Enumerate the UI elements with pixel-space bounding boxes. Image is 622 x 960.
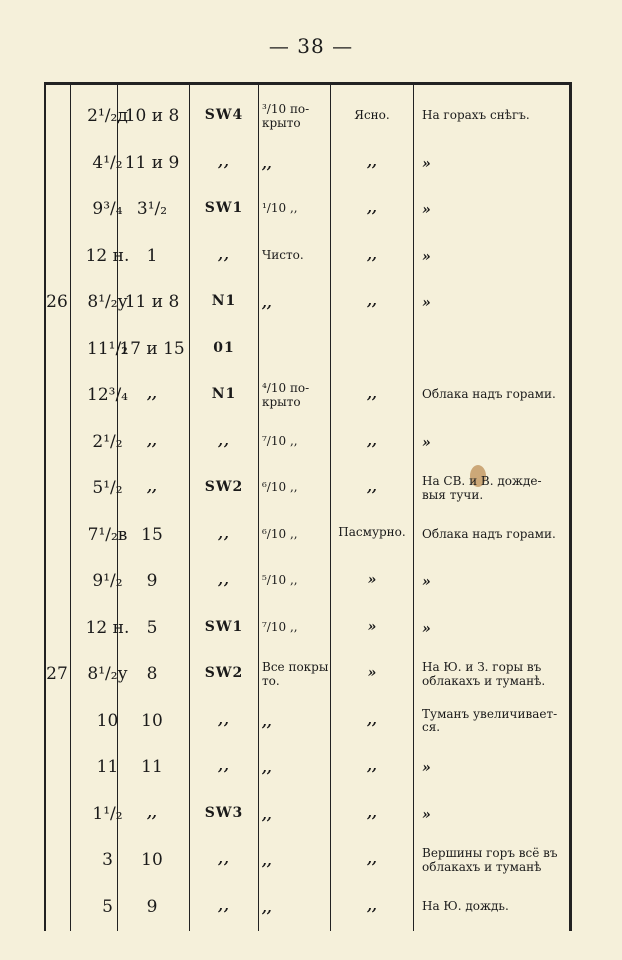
weather-cell: ,, xyxy=(367,293,377,309)
wind-cell: SW1 xyxy=(204,618,244,635)
cloudiness-cell: ,, xyxy=(262,853,272,869)
cloudiness-cell: ,, xyxy=(262,295,272,311)
day-cell: 27 xyxy=(46,664,68,684)
time-cell: 2¹/₂д xyxy=(87,106,128,126)
temperature-cell: 11 xyxy=(141,757,163,777)
weather-cell: ,, xyxy=(367,200,377,216)
page-number: — 38 — xyxy=(268,34,354,58)
weather-cell: ,, xyxy=(367,851,377,867)
time-cell: 8¹/₂у xyxy=(87,664,128,684)
wind-cell: SW2 xyxy=(204,479,244,495)
wind-cell: N1 xyxy=(211,293,237,309)
time-cell: 3 xyxy=(102,850,113,870)
cloudiness-cell: ,, xyxy=(262,899,272,916)
weather-cell: » xyxy=(367,665,377,681)
time-cell: 5¹/₂ xyxy=(92,478,123,498)
temperature-cell: ,, xyxy=(147,386,157,402)
cloudiness-cell: Все покры то. xyxy=(262,660,329,688)
cloudiness-cell: ⁵/10 ,, xyxy=(262,573,298,587)
weather-cell: » xyxy=(367,618,377,635)
wind-cell: N1 xyxy=(211,386,237,402)
wind-cell: ,, xyxy=(218,525,230,542)
temperature-cell: 8 xyxy=(146,664,158,684)
temperature-cell: ,, xyxy=(147,432,157,449)
cloudiness-cell: ⁷/10 ,, xyxy=(262,433,298,448)
time-cell: 10 xyxy=(96,710,119,731)
weather-cell: ,, xyxy=(367,153,377,170)
wind-cell: ,, xyxy=(218,246,230,263)
cloudiness-cell: ,, xyxy=(262,713,272,730)
cloudiness-cell: ⁷/10 ,, xyxy=(262,619,298,634)
time-cell: 9³/₄ xyxy=(92,199,123,219)
temperature-cell: 9 xyxy=(146,896,158,917)
temperature-cell: 10 xyxy=(141,850,163,870)
day-cell: 26 xyxy=(46,292,68,312)
wind-cell: SW3 xyxy=(204,804,244,821)
temperature-cell: 11 и 9 xyxy=(124,152,180,173)
remark-cell: » xyxy=(422,202,431,218)
wind-cell: ,, xyxy=(218,897,230,914)
wind-cell: ,, xyxy=(218,851,230,867)
weather-cell: ,, xyxy=(367,804,377,821)
remark-cell: » xyxy=(422,806,431,823)
time-cell: 12 н. xyxy=(85,245,130,266)
remark-cell: » xyxy=(422,248,431,265)
weather-cell: ,, xyxy=(367,432,377,449)
remark-cell: » xyxy=(422,295,431,311)
column-divider xyxy=(44,85,46,931)
remark-cell: » xyxy=(422,574,431,590)
wind-cell: SW4 xyxy=(204,107,244,123)
cloudiness-cell: ⁴/10 по- крыто xyxy=(262,381,310,409)
time-cell: 9¹/₂ xyxy=(92,571,123,591)
temperature-cell: 9 xyxy=(146,571,158,591)
time-cell: 12³/₄ xyxy=(87,385,128,405)
remark-cell: » xyxy=(422,434,431,451)
cloudiness-cell: Чисто. xyxy=(262,247,304,262)
remark-cell: На горахъ снѣгъ. xyxy=(422,108,530,122)
remark-cell: Вершины горъ всё въ облакахъ и туманѣ xyxy=(422,846,558,874)
time-cell: 12 н. xyxy=(85,617,130,638)
time-cell: 7¹/₂в xyxy=(87,524,128,545)
remark-cell: На Ю. и З. горы въ облакахъ и туманѣ. xyxy=(422,660,546,688)
cloudiness-cell: ³/10 по- крыто xyxy=(262,102,310,130)
remark-cell: На СВ. и В. дожде- выя тучи. xyxy=(422,474,542,502)
time-cell: 1¹/₂ xyxy=(92,803,123,824)
remark-cell: Туманъ увеличивает- ся. xyxy=(422,706,558,735)
wind-cell: ,, xyxy=(218,758,230,774)
wind-cell: 01 xyxy=(213,339,235,356)
temperature-cell: ,, xyxy=(147,479,157,495)
remark-cell: Облака надъ горами. xyxy=(422,387,556,401)
wind-cell: ,, xyxy=(218,711,230,728)
wind-cell: ,, xyxy=(218,153,230,170)
wind-cell: SW1 xyxy=(204,200,244,216)
weather-table xyxy=(44,82,572,931)
weather-cell: » xyxy=(367,572,377,588)
cloudiness-cell: ⁶/10 ,, xyxy=(262,480,298,494)
weather-cell: ,, xyxy=(367,758,377,774)
cloudiness-cell: ⁶/10 ,, xyxy=(262,526,298,541)
temperature-cell: 10 и 8 xyxy=(124,106,180,126)
wind-cell: ,, xyxy=(218,432,230,449)
cloudiness-cell: ,, xyxy=(262,155,272,172)
remark-cell: Облака надъ горами. xyxy=(422,526,556,541)
weather-cell: Ясно. xyxy=(354,108,390,122)
weather-cell: ,, xyxy=(367,897,377,914)
time-cell: 2¹/₂ xyxy=(92,431,123,452)
weather-cell: ,, xyxy=(367,386,377,402)
temperature-cell: 15 xyxy=(141,524,163,545)
remark-cell: » xyxy=(422,760,431,776)
temperature-cell: 1 xyxy=(146,245,158,266)
remark-cell: На Ю. дождь. xyxy=(422,898,509,913)
time-cell: 4¹/₂ xyxy=(92,152,123,173)
time-cell: 8¹/₂у xyxy=(87,292,128,312)
temperature-cell: 10 xyxy=(141,710,163,731)
temperature-cell: 5 xyxy=(146,617,158,638)
weather-cell: ,, xyxy=(367,246,377,263)
time-cell: 11 xyxy=(96,757,119,777)
temperature-cell: 17 и 15 xyxy=(119,338,185,359)
temperature-cell: ,, xyxy=(147,804,157,821)
temperature-cell: 11 и 8 xyxy=(124,292,180,312)
time-cell: 5 xyxy=(102,896,113,917)
remark-cell: » xyxy=(422,620,431,637)
cloudiness-cell: ,, xyxy=(262,760,272,776)
time-cell: 11¹/₂ xyxy=(87,338,128,359)
wind-cell: SW2 xyxy=(204,665,244,681)
wind-cell: ,, xyxy=(218,572,230,588)
weather-cell: Пасмурно. xyxy=(338,524,406,539)
weather-cell: ,, xyxy=(367,479,377,495)
temperature-cell: 3¹/₂ xyxy=(136,199,168,219)
cloudiness-cell: ,, xyxy=(262,806,272,823)
remark-cell: » xyxy=(422,155,431,172)
weather-cell: ,, xyxy=(367,711,377,728)
cloudiness-cell: ¹/10 ,, xyxy=(262,201,298,215)
